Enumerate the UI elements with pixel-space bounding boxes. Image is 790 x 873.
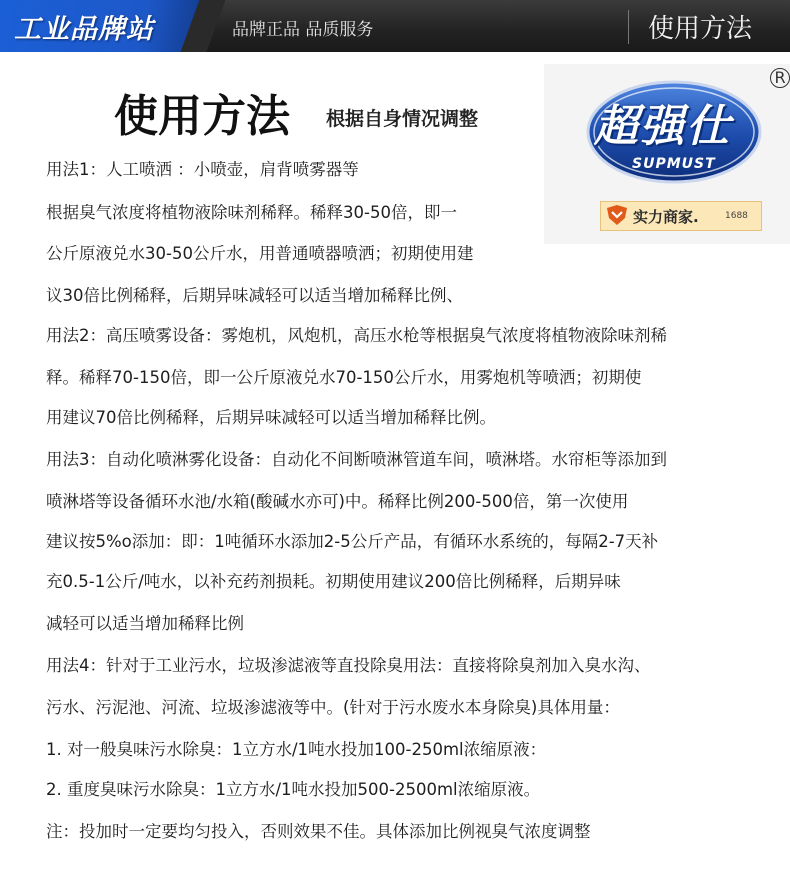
verified-merchant-badge[interactable] [600, 201, 762, 231]
instruction-line: 建议按5%o添加：即：1吨循环水添加2-5公斤产品，有循环水系统的，每隔2-7天补 [46, 532, 659, 551]
instruction-line: 用法4：针对于工业污水，垃圾渗滤液等直投除臭用法：直接将除臭剂加入臭水沟、 [46, 656, 651, 675]
instruction-line: 2. 重度臭味污水除臭：1立方水/1吨水投加500-2500ml浓缩原液。 [46, 780, 541, 799]
instruction-line: 注：投加时一定要均匀投入，否则效果不佳。具体添加比例视臭气浓度调整 [46, 822, 591, 841]
registered-mark-icon: R [770, 68, 790, 88]
instruction-line: 公斤原液兑水30-50公斤水，用普通喷器喷洒；初期使用建 [46, 244, 474, 263]
page-subtitle: 根据自身情况调整 [326, 108, 479, 130]
instruction-line: 1. 对一般臭味污水除臭：1立方水/1吨水投加100-250ml浓缩原液： [46, 740, 547, 759]
instruction-line: 污水、污泥池、河流、垃圾渗滤液等中。(针对于污水废水本身除臭)具体用量： [46, 698, 620, 717]
badge-1688-text: 1688 [725, 211, 748, 221]
top-banner [0, 0, 790, 52]
section-title: 使用方法 [648, 14, 753, 44]
instruction-line: 用建议70倍比例稀释，后期异味减轻可以适当增加稀释比例。 [46, 408, 496, 427]
header-divider [628, 10, 629, 44]
instruction-line: 议30倍比例稀释，后期异味减轻可以适当增加稀释比例、 [46, 286, 463, 305]
site-logo-text: 工业品牌站 [14, 14, 154, 45]
brand-name-cn: 超强仕 [594, 101, 732, 152]
instruction-line: 用法1：人工喷洒 ：小喷壶，肩背喷雾器等 [46, 160, 359, 179]
brand-name-en: SUPMUST [632, 156, 716, 172]
brand-logo-panel [544, 64, 790, 244]
instruction-line: 释。稀释70-150倍，即一公斤原液兑水70-150公斤水，用雾炮机等喷洒；初期使 [46, 368, 642, 387]
site-logo[interactable] [0, 0, 202, 52]
page-title: 使用方法 [114, 91, 290, 142]
instruction-line: 喷淋塔等设备循环水池/水箱(酸碱水亦可)中。稀释比例200-500倍，第一次使用 [46, 492, 629, 511]
instruction-line: 用法3：自动化喷淋雾化设备：自动化不间断喷淋管道车间，喷淋塔。水帘柜等添加到 [46, 450, 667, 469]
instruction-line: 用法2：高压喷雾设备：雾炮机，风炮机，高压水枪等根据臭气浓度将植物液除味剂稀 [46, 326, 667, 345]
merchant-shield-icon [605, 204, 629, 226]
instruction-line: 根据臭气浓度将植物液除味剂稀释。稀释30-50倍，即一 [46, 203, 457, 222]
slogan: 品牌正品 品质服务 [232, 20, 374, 40]
badge-text: 实力商家. [633, 208, 699, 226]
instruction-line: 减轻可以适当增加稀释比例 [46, 614, 244, 633]
instruction-line: 充0.5-1公斤/吨水，以补充药剂损耗。初期使用建议200倍比例稀释，后期异味 [46, 572, 621, 591]
